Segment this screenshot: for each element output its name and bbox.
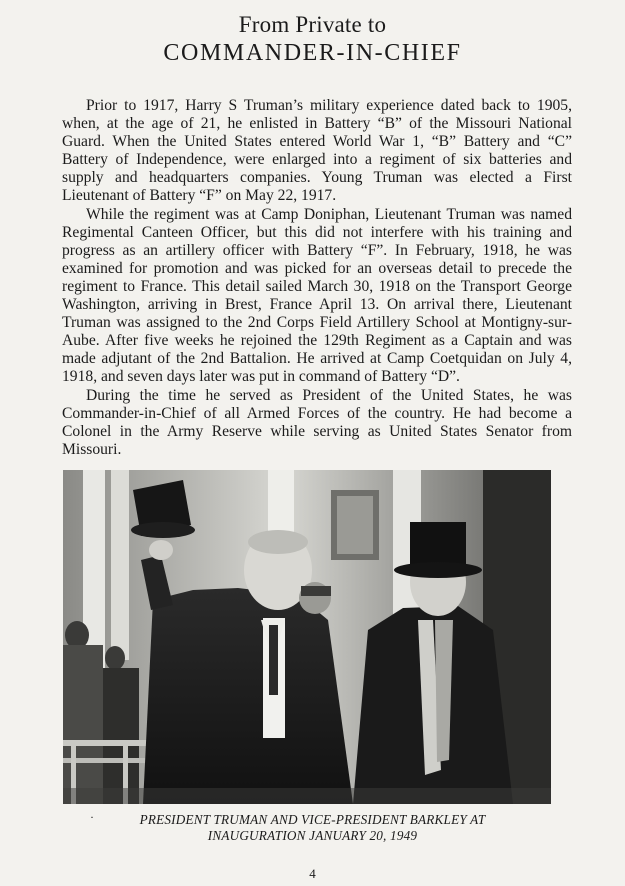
page-number: 4 bbox=[309, 866, 316, 881]
paragraph-1: Prior to 1917, Harry S Truman’s military experience dated back to 1905, when, at the age of 21, he enlisted in Battery “B” of the Missouri National Guard. When the United States entered World War 1, “B” Battery and “C” Battery of Independence, were enlarged into a regiment of six batteries and supply and headquarters companies. Young Truman was elected a First Lieutenant of Battery “F” on May 22, 1917. bbox=[62, 97, 572, 205]
paragraph-3: During the time he served as President of the United States, he was Commander-in-Chief of all Armed Forces of the country. He had become a Colonel in the Army Reserve while serving as United States Senator from Missouri. bbox=[62, 386, 572, 458]
article-body bbox=[62, 97, 572, 459]
caption-line-1: PRESIDENT TRUMAN AND VICE-PRESIDENT BARKLEY AT bbox=[139, 812, 486, 827]
page-title-line-2: COMMANDER-IN-CHIEF bbox=[163, 40, 462, 66]
caption-bullet: · bbox=[90, 810, 94, 824]
page-title-line-1: From Private to bbox=[238, 12, 387, 37]
inauguration-photo bbox=[63, 470, 551, 804]
photo-caption bbox=[60, 812, 565, 844]
paragraph-2: While the regiment was at Camp Doniphan, Lieutenant Truman was named Regimental Canteen Officer, but this did not interfere with his training and progress as an artillery officer with Battery “F”. In February, 1918, he was examined for promotion and was picked for an overseas detail to precede the regiment to France. This detail sailed March 30, 1918 on the Transport George Washington, arriving in Brest, France April 13. On arrival there, Lieutenant Truman was assigned to the 2nd Corps Field Artillery School at Montigny-sur-Aube. After five weeks he rejoined the 129th Regiment as a Captain and was made adjutant of the 2nd Battalion. He arrived at Camp Coetquidan on July 4, 1918, and seven days later was put in command of Battery “D”. bbox=[62, 205, 572, 386]
caption-line-2: INAUGURATION JANUARY 20, 1949 bbox=[207, 828, 418, 843]
